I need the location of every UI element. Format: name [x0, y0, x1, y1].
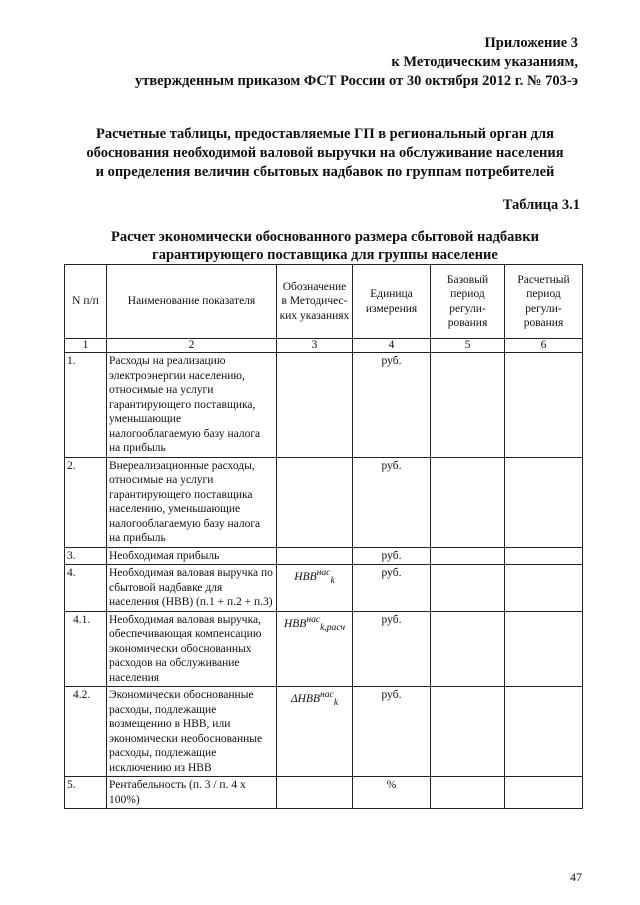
row-calc-value	[505, 687, 583, 777]
column-number: 2	[107, 339, 277, 353]
document-title-line: Расчетные таблицы, предоставляемые ГП в региональный орган для	[95, 126, 555, 142]
row-name: Экономически обоснованные расходы, подлежащие возмещению в НВВ, или экономически необоснованные расходы, подлежащие исключению из НВВ	[107, 687, 277, 777]
column-number: 6	[505, 339, 583, 353]
appendix-header	[135, 34, 578, 91]
row-base-value	[431, 687, 505, 777]
calculation-table	[64, 264, 583, 809]
row-calc-value	[505, 565, 583, 612]
row-unit: руб.	[353, 457, 431, 547]
table-row	[65, 777, 583, 809]
row-number: 3.	[65, 547, 107, 565]
table-title	[70, 228, 580, 264]
symbol-subscript: k	[333, 697, 339, 709]
row-unit: %	[353, 777, 431, 809]
symbol-base: ΔНВВ	[290, 692, 321, 705]
row-number: 4.	[65, 565, 107, 612]
row-base-value	[431, 611, 505, 687]
table-title-line: Расчет экономически обоснованного размера сбытовой надбавки	[111, 229, 539, 245]
column-number: 3	[277, 339, 353, 353]
row-base-value	[431, 457, 505, 547]
appendix-order: утвержденным приказом ФСТ России от 30 октября 2012 г. № 703-э	[134, 73, 578, 89]
table-title-line: гарантирующего поставщика для группы население	[152, 247, 498, 263]
column-number-row	[65, 339, 583, 353]
symbol-superscript: нас	[306, 613, 321, 625]
symbol-subscript: k,расч	[320, 621, 346, 633]
row-base-value	[431, 353, 505, 458]
row-number: 4.1.	[65, 611, 107, 687]
row-symbol	[277, 457, 353, 547]
column-number: 4	[353, 339, 431, 353]
row-symbol	[277, 777, 353, 809]
row-calc-value	[505, 353, 583, 458]
appendix-title: Приложение 3	[484, 35, 578, 51]
row-base-value	[431, 565, 505, 612]
row-symbol	[277, 611, 353, 687]
table-row	[65, 547, 583, 565]
document-title-line: и определения величин сбытовых надбавок по группам потребителей	[95, 164, 555, 180]
table-row	[65, 353, 583, 458]
row-unit: руб.	[353, 565, 431, 612]
document-title-line: обоснования необходимой валовой выручки на обслуживание населения	[86, 145, 564, 161]
row-name: Необходимая прибыль	[107, 547, 277, 565]
table-header-row	[65, 265, 583, 339]
document-title	[60, 125, 590, 182]
row-calc-value	[505, 611, 583, 687]
page-number: 47	[570, 870, 582, 884]
header-unit: Единица измерения	[353, 265, 431, 339]
row-name: Необходимая валовая выручка по сбытовой надбавке для населения (НВВ) (п.1 + п.2 + п.3)	[107, 565, 277, 612]
column-number: 1	[65, 339, 107, 353]
table-row	[65, 687, 583, 777]
symbol-superscript: нас	[316, 567, 331, 578]
row-symbol	[277, 547, 353, 565]
row-number: 1.	[65, 353, 107, 458]
table-row	[65, 611, 583, 687]
header-indicator-name: Наименование показателя	[107, 265, 277, 339]
table-number: Таблица 3.1	[502, 197, 580, 213]
table-row	[65, 565, 583, 612]
row-name: Внереализационные расходы, относимые на услуги гарантирующего поставщика населению, уменьшающие налогооблагаемую базу налога на прибыль	[107, 457, 277, 547]
row-unit: руб.	[353, 687, 431, 777]
symbol-base: НВВ	[294, 570, 317, 583]
row-calc-value	[505, 547, 583, 565]
row-calc-value	[505, 777, 583, 809]
symbol-base: НВВ	[283, 617, 307, 630]
header-calc-period: Расчетный период регули-рования	[505, 265, 583, 339]
row-name: Расходы на реализацию электроэнергии населению, относимые на услуги гарантирующего поставщика, уменьшающие налогооблагаемую базу налога на прибыль	[107, 353, 277, 458]
row-base-value	[431, 777, 505, 809]
row-number: 4.2.	[65, 687, 107, 777]
row-base-value	[431, 547, 505, 565]
header-base-period: Базовый период регули-рования	[431, 265, 505, 339]
header-number: N п/п	[65, 265, 107, 339]
row-name: Рентабельность (п. 3 / п. 4 х 100%)	[107, 777, 277, 809]
row-number: 5.	[65, 777, 107, 809]
row-symbol	[277, 687, 353, 777]
row-symbol	[277, 353, 353, 458]
row-unit: руб.	[353, 353, 431, 458]
row-unit: руб.	[353, 547, 431, 565]
symbol-superscript: нас	[320, 689, 334, 700]
appendix-reference: к Методическим указаниям,	[391, 54, 578, 70]
column-number: 5	[431, 339, 505, 353]
row-unit: руб.	[353, 611, 431, 687]
row-calc-value	[505, 457, 583, 547]
row-symbol	[277, 565, 353, 612]
table-row	[65, 457, 583, 547]
row-number: 2.	[65, 457, 107, 547]
header-designation: Обозначение в Методичес-ких указаниях	[277, 265, 353, 339]
row-name: Необходимая валовая выручка, обеспечивающая компенсацию экономически обоснованных расходов на обслуживание населения	[107, 611, 277, 687]
symbol-subscript: k	[330, 575, 335, 587]
